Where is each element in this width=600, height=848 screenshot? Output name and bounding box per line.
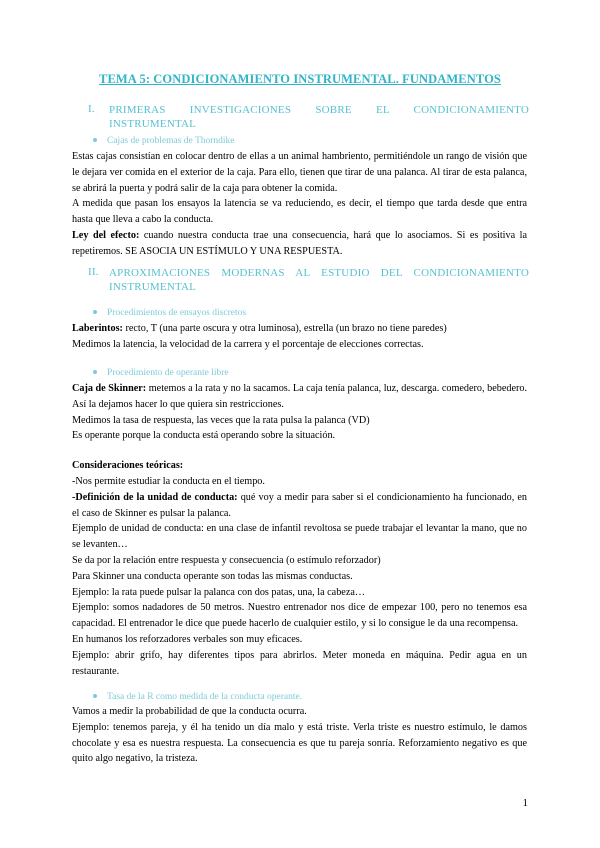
term-label: Consideraciones teóricas: — [72, 460, 184, 472]
paragraph-law-of-effect — [72, 228, 527, 260]
term-label: -Definición de la unidad de conducta: — [72, 491, 238, 503]
subheading-free-operant — [93, 368, 229, 378]
paragraph-unit-definition — [72, 490, 527, 522]
paragraph: Se da por la relación entre respuesta y consecuencia (o estímulo reforzador) — [72, 554, 381, 566]
paragraph-mazes — [72, 321, 527, 337]
term-label: Ley del efecto: — [72, 229, 140, 241]
page-number: 1 — [522, 797, 528, 809]
paragraph: Ejemplo: somos nadadores de 50 metros. Nuestro entrenador nos dice de empezar 100, pero no tenemos esa capacidad. El entrenador le dice que puede hacerlo de cualquier estilo, y si lo consigue le da una recompensa. — [72, 602, 527, 630]
subheading-text: Procedimientos de ensayos discretos — [107, 308, 247, 318]
document-title: TEMA 5: CONDICIONAMIENTO INSTRUMENTAL. FUNDAMENTOS — [99, 72, 501, 86]
paragraph: -Nos permite estudiar la conducta en el tiempo. — [72, 475, 265, 487]
paragraph-text: recto, T (una parte oscura y otra luminosa), estrella (un brazo no tiene paredes) — [122, 323, 447, 334]
section-title: APROXIMACIONES MODERNAS AL ESTUDIO DEL CONDICIONAMIENTO INSTRUMENTAL — [109, 267, 529, 293]
paragraph-text: metemos a la rata y no la sacamos. La caja tenía palanca, luz, descarga. comedero, bebedero. Así la dejamos hacer lo que quiera sin restricciones. — [72, 383, 527, 410]
subheading-text: Tasa de la R como medida de la conducta operante. — [107, 692, 303, 702]
section-number: II. — [88, 266, 99, 278]
bullet-icon — [93, 138, 97, 142]
section-title: PRIMERAS INVESTIGACIONES SOBRE EL CONDICIONAMIENTO INSTRUMENTAL — [109, 104, 529, 130]
term-label: Laberintos: — [72, 323, 123, 334]
paragraph: Ejemplo: abrir grifo, hay diferentes tipos para abrirlos. Meter moneda en máquina. Pedir agua en un restaurante. — [72, 649, 527, 677]
paragraph: Ejemplo: la rata puede pulsar la palanca con dos patas, una, la cabeza… — [72, 586, 366, 598]
paragraph-skinner-box — [72, 381, 527, 413]
bullet-icon — [93, 694, 97, 698]
paragraph: A medida que pasan los ensayos la latencia se va reduciendo, es decir, el tiempo que tarda desde que entra hasta que lleva a cabo la conducta. — [72, 198, 527, 226]
subheading-response-rate — [93, 692, 302, 702]
subheading-text: Procedimiento de operante libre — [107, 368, 229, 378]
theoretical-considerations-heading — [72, 458, 527, 474]
paragraph: Ejemplo de unidad de conducta: en una clase de infantil revoltosa se puede trabajar el levantar la mano, que no se levanten… — [72, 523, 527, 551]
response-rate-body — [72, 704, 527, 767]
paragraph: Para Skinner una conducta operante son todas las mismas conductas. — [72, 570, 353, 582]
thorndike-section-body — [72, 149, 527, 260]
paragraph: Medimos la tasa de respuesta, las veces que la rata pulsa la palanca (VD) — [72, 414, 370, 426]
subheading-discrete-trials — [93, 308, 246, 318]
subheading-text: Cajas de problemas de Thorndike — [107, 136, 235, 146]
paragraph-text: cuando nuestra conducta trae una consecuencia, hará que lo asociamos. Si es positiva la repetiremos. SE ASOCIA UN ESTÍMULO Y UNA RESPUESTA. — [72, 229, 528, 257]
subheading-thorndike — [93, 136, 235, 146]
paragraph-text: qué voy a medir para saber si el condicionamiento ha funcionado, en el caso de Skinner es pulsar la palanca. — [72, 491, 527, 519]
paragraph: Estas cajas consistían en colocar dentro de ellas a un animal hambriento, permitiéndole un rango de visión que le dejara ver comida en el exterior de la caja. Para ello, tienen que tirar de una palanca. Al tirar de esta palanca, se abrirá la puerta y podrá salir de la caja para obtener la comida. — [72, 151, 527, 194]
bullet-icon — [93, 310, 97, 314]
term-label: Caja de Skinner: — [72, 383, 147, 394]
spacer — [72, 444, 527, 458]
paragraph: En humanos los reforzadores verbales son muy eficaces. — [72, 633, 303, 645]
paragraph: Medimos la latencia, la velocidad de la carrera y el porcentaje de elecciones correctas. — [72, 338, 424, 350]
section-number: I. — [88, 103, 95, 115]
paragraph: Es operante porque la conducta está operando sobre la situación. — [72, 430, 336, 442]
discrete-trials-body — [72, 321, 527, 353]
bullet-icon — [93, 370, 97, 374]
free-operant-body — [72, 381, 527, 679]
paragraph: Ejemplo: tenemos pareja, y él ha tenido un día malo y está triste. Verla triste es nuestro estímulo, le damos chocolate y esa es nuestra respuesta. La consecuencia es que tu pareja sonría. Reforzamiento negativo es que quito algo negativo, la tristeza. — [72, 721, 527, 765]
paragraph: Vamos a medir la probabilidad de que la conducta ocurra. — [72, 706, 307, 717]
